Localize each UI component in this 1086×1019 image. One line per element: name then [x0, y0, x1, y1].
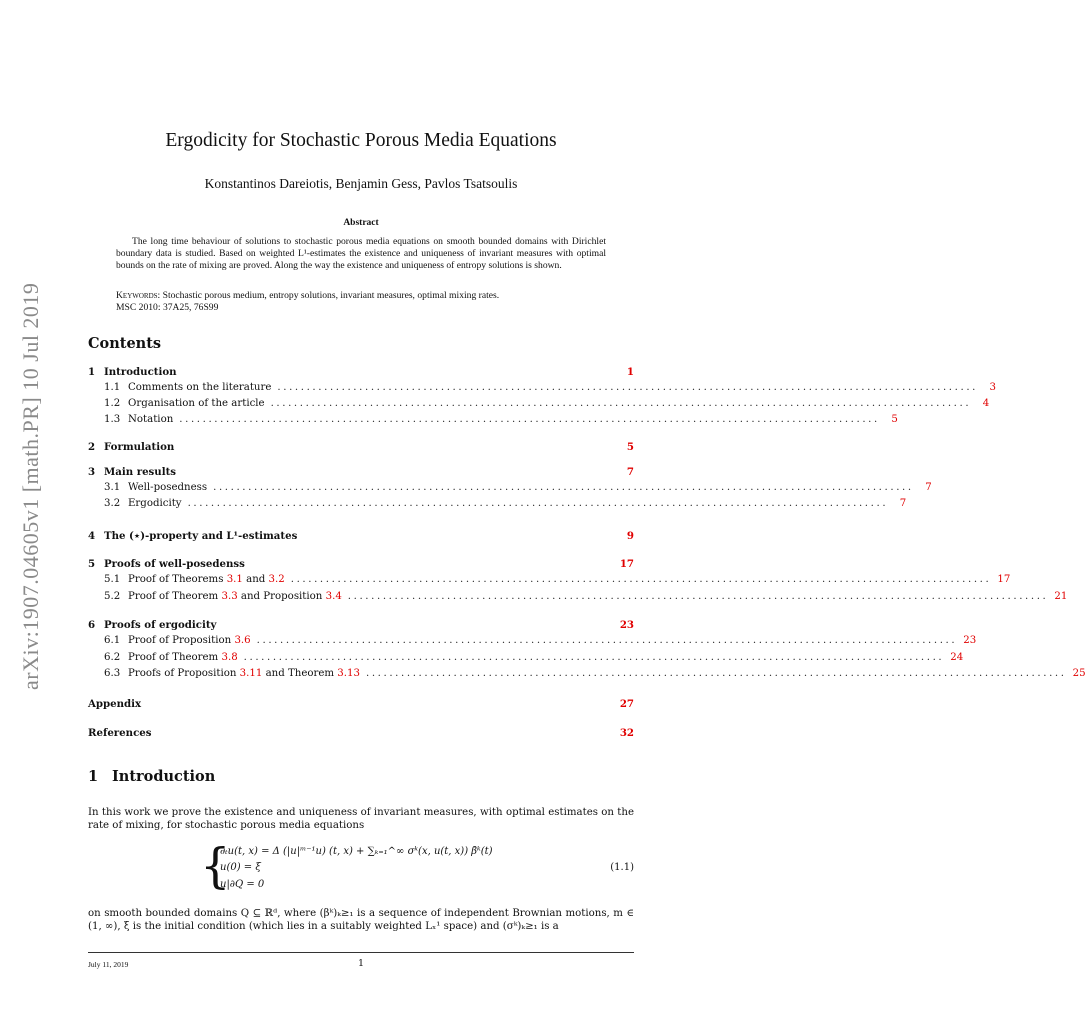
equation-line-2: u(0) = ξ: [220, 862, 261, 873]
footer-rule: [88, 952, 634, 953]
toc-page-number-link[interactable]: 21: [1054, 591, 1068, 602]
toc-entry-label: [88, 414, 173, 425]
toc-entry-title: Notation: [128, 414, 174, 425]
toc-cross-reference-link[interactable]: 3.8: [221, 652, 238, 663]
introduction-heading: [88, 768, 215, 785]
toc-entry-number: 6.2: [104, 652, 121, 663]
abstract-text: The long time behaviour of solutions to stochastic porous media equations on smooth bounded domains with Dirichlet boundary data is studied. Based on weighted L¹-estimates the existence and uniqueness of invariant measures with optimal bounds on the rate of mixing are proved. Along the way the existence and uniqueness of entropy solutions is shown.: [116, 236, 606, 272]
toc-section-entry[interactable]: [88, 530, 634, 544]
toc-page-number-link[interactable]: 7: [925, 482, 932, 493]
toc-entry-label: [88, 574, 285, 585]
toc-dot-leader: ........................................................................................................................: [365, 668, 1067, 679]
toc-entry-label: [88, 558, 245, 570]
toc-subsection-entry[interactable]: [88, 574, 1011, 588]
toc-entry-number: 1.1: [104, 382, 121, 393]
toc-entry-title: Proof of Theorems: [128, 574, 227, 585]
toc-page-number-link[interactable]: 17: [997, 574, 1011, 585]
toc-section-entry[interactable]: [88, 366, 634, 380]
toc-entry-label: [88, 482, 207, 493]
toc-entry-number: 5: [88, 558, 96, 570]
toc-entry-label: [88, 619, 216, 631]
toc-entry-title: Comments on the literature: [128, 382, 272, 393]
toc-page-number-link[interactable]: 7: [899, 498, 907, 509]
equation-line-3: u|∂Q = 0: [220, 879, 265, 890]
toc-page-number-link[interactable]: 5: [891, 414, 898, 425]
toc-entry-title: Proofs of well-posedenss: [104, 558, 245, 570]
toc-subsection-entry[interactable]: [88, 668, 1086, 682]
toc-page-number-link[interactable]: 27: [619, 698, 634, 710]
toc-entry-label: [88, 698, 141, 710]
toc-subsection-entry[interactable]: [88, 414, 898, 428]
toc-page-number-link[interactable]: 23: [619, 619, 634, 631]
toc-entry-label: [88, 727, 152, 739]
toc-page-number-link[interactable]: 25: [1072, 668, 1086, 679]
intro-paragraph-1: In this work we prove the existence and uniqueness of invariant measures, with optimal estimates on the rate of mixing, for stochastic porous media equations: [88, 807, 634, 831]
toc-dot-leader: ........................................................................................................................: [243, 652, 945, 663]
toc-entry-label: [88, 382, 271, 393]
toc-subsection-entry[interactable]: [88, 652, 964, 666]
equation-1-1: [200, 840, 634, 896]
toc-entry-number: 4: [88, 530, 96, 542]
toc-subsection-entry[interactable]: [88, 398, 990, 412]
toc-entry-number: 5.2: [104, 591, 121, 602]
toc-entry-title-continued: and: [242, 574, 269, 585]
equation-number: (1.1): [610, 862, 634, 873]
footer-date: July 11, 2019: [88, 960, 129, 969]
keywords: [116, 290, 606, 302]
toc-entry-title: References: [88, 727, 152, 739]
toc-cross-reference-link[interactable]: 3.11: [239, 668, 263, 679]
toc-entry-label: [88, 635, 251, 646]
toc-entry-number: 3.2: [104, 498, 121, 509]
toc-entry-number: 6.3: [104, 668, 121, 679]
toc-section-entry[interactable]: [88, 727, 634, 741]
toc-entry-title: Introduction: [104, 366, 177, 378]
toc-entry-label: [88, 652, 238, 663]
toc-dot-leader: ........................................................................................................................: [187, 498, 889, 509]
footer-page-number: 1: [357, 958, 365, 969]
toc-section-entry[interactable]: [88, 698, 634, 712]
equation-line-1: ∂ₜu(t, x) = Δ (|u|ᵐ⁻¹u) (t, x) + ∑ₖ₌₁^∞ σᵏ(x, u(t, x)) β̇ᵏ(t): [220, 846, 493, 857]
toc-subsection-entry[interactable]: [88, 635, 977, 649]
toc-entry-title: Proofs of Proposition: [128, 668, 240, 679]
toc-entry-title: Well-posedness: [128, 482, 208, 493]
toc-page-number-link[interactable]: 7: [626, 466, 634, 478]
toc-entry-number: 1.2: [104, 398, 121, 409]
msc-label: MSC 2010:: [116, 302, 161, 313]
toc-dot-leader: ........................................................................................................................: [213, 482, 914, 493]
toc-page-number-link[interactable]: 1: [626, 366, 634, 378]
arxiv-identifier: arXiv:1907.04605v1 [math.PR] 10 Jul 2019: [18, 282, 43, 690]
toc-entry-label: [88, 398, 265, 409]
toc-entry-title: Formulation: [104, 441, 175, 453]
section-number: 1: [88, 768, 99, 785]
toc-page-number-link[interactable]: 3: [989, 382, 997, 393]
toc-dot-leader: ........................................................................................................................: [277, 382, 979, 393]
toc-page-number-link[interactable]: 5: [626, 441, 634, 453]
toc-entry-number: 1.3: [104, 414, 121, 425]
toc-dot-leader: ........................................................................................................................: [270, 398, 972, 409]
toc-subsection-entry[interactable]: [88, 498, 907, 512]
toc-entry-number: 3.1: [104, 482, 121, 493]
toc-entry-label: [88, 441, 174, 453]
toc-cross-reference-link[interactable]: 3.6: [234, 635, 251, 646]
toc-dot-leader: ........................................................................................................................: [347, 591, 1049, 602]
toc-page-number-link[interactable]: 23: [963, 635, 977, 646]
toc-cross-reference-link[interactable]: 3.2: [268, 574, 285, 585]
msc-classification: [116, 302, 606, 314]
toc-page-number-link[interactable]: 24: [950, 652, 964, 663]
toc-dot-leader: ........................................................................................................................: [256, 635, 958, 646]
toc-entry-label: [88, 466, 176, 478]
toc-subsection-entry[interactable]: [88, 591, 1068, 605]
toc-entry-number: 6: [88, 619, 96, 631]
toc-entry-title: Main results: [104, 466, 177, 478]
toc-entry-title: Appendix: [88, 698, 142, 710]
toc-entry-title: The (⋆)-property and L¹-estimates: [104, 530, 298, 542]
toc-entry-number: 5.1: [104, 574, 121, 585]
toc-page-number-link[interactable]: 4: [982, 398, 990, 409]
toc-entry-label: [88, 498, 182, 509]
toc-entry-number: 3: [88, 466, 96, 478]
toc-section-entry[interactable]: [88, 466, 634, 480]
paper-authors: Konstantinos Dareiotis, Benjamin Gess, Pavlos Tsatsoulis: [204, 176, 518, 191]
toc-entry-number: 6.1: [104, 635, 121, 646]
toc-entry-label: [88, 668, 360, 679]
toc-page-number-link[interactable]: 32: [619, 727, 634, 739]
msc-text: 37A25, 76S99: [162, 302, 219, 313]
toc-entry-label: [88, 530, 297, 542]
toc-entry-title: Proofs of ergodicity: [104, 619, 217, 631]
toc-dot-leader: ........................................................................................................................: [179, 414, 880, 425]
toc-entry-number: 1: [88, 366, 96, 378]
toc-cross-reference-link[interactable]: 3.13: [337, 668, 360, 679]
toc-cross-reference-link[interactable]: 3.1: [226, 574, 243, 585]
section-title: Introduction: [112, 768, 216, 785]
contents-heading: Contents: [88, 335, 162, 352]
toc-entry-title-continued: and Proposition: [237, 591, 326, 602]
toc-entry-label: [88, 366, 177, 378]
toc-entry-title: Organisation of the article: [128, 398, 265, 409]
intro-paragraph-2: on smooth bounded domains Q ⊆ ℝᵈ, where (βᵏ)ₖ≥₁ is a sequence of independent Brownian motions, m ∈ (1, ∞), ξ is the initial condition (which lies in a suitably weighted Lₓ¹ space) and (σᵏ)ₖ≥₁ is a: [88, 908, 634, 932]
toc-section-entry[interactable]: [88, 441, 634, 455]
toc-page-number-link[interactable]: 9: [626, 530, 634, 542]
equation-brace: {: [200, 838, 231, 894]
toc-cross-reference-link[interactable]: 3.4: [325, 591, 342, 602]
toc-entry-title: Proof of Theorem: [128, 652, 222, 663]
toc-page-number-link[interactable]: 17: [619, 558, 634, 570]
toc-subsection-entry[interactable]: [88, 382, 997, 396]
toc-cross-reference-link[interactable]: 3.3: [221, 591, 238, 602]
toc-entry-number: 2: [88, 441, 96, 453]
keywords-label: Keywords:: [116, 290, 161, 301]
toc-dot-leader: ........................................................................................................................: [290, 574, 992, 585]
toc-section-entry[interactable]: [88, 558, 634, 572]
toc-entry-title: Ergodicity: [128, 498, 182, 509]
toc-section-entry[interactable]: [88, 619, 634, 633]
abstract-heading: Abstract: [343, 218, 379, 228]
toc-entry-title: Proof of Proposition: [128, 635, 235, 646]
toc-entry-title-continued: and Theorem: [262, 668, 338, 679]
paper-title: Ergodicity for Stochastic Porous Media Equations: [165, 130, 557, 151]
toc-subsection-entry[interactable]: [88, 482, 932, 496]
keywords-text: Stochastic porous medium, entropy solutions, invariant measures, optimal mixing rates.: [162, 290, 500, 301]
toc-entry-title: Proof of Theorem: [128, 591, 222, 602]
toc-entry-label: [88, 591, 342, 602]
